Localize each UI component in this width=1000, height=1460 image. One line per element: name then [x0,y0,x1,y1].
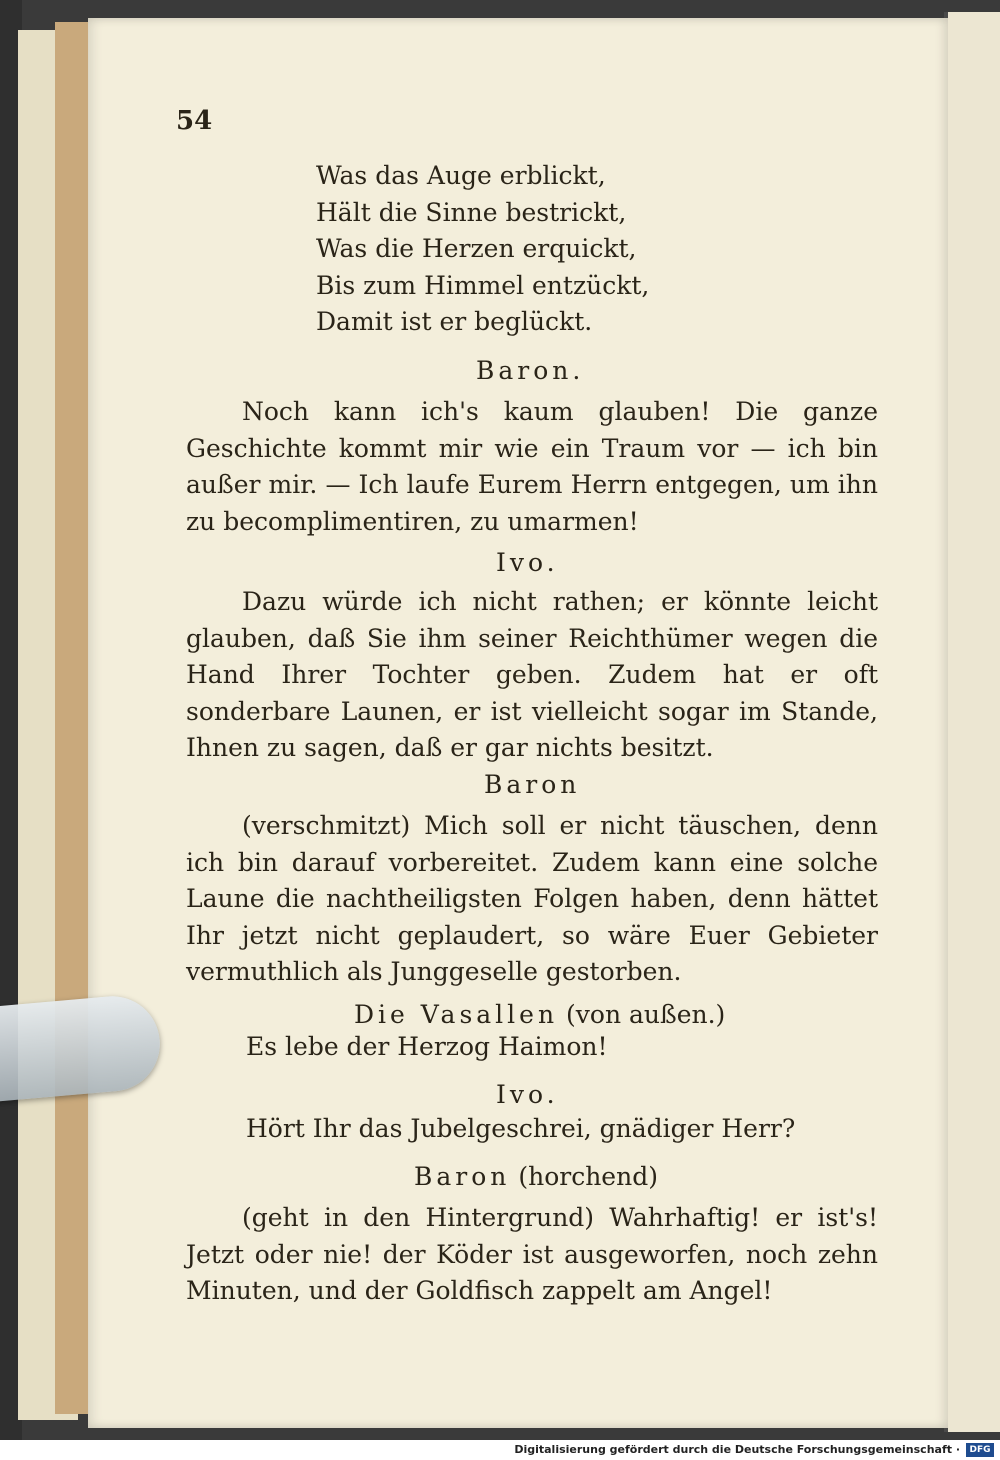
dfg-logo: DFG [966,1443,994,1457]
stage-direction: (horchend) [518,1162,658,1191]
speaker-baron: Baron [484,770,581,799]
speaker-name: Die Vasallen [354,1000,559,1029]
speaker-ivo: Ivo. [496,1080,559,1109]
speaker-ivo: Ivo. [496,548,559,577]
ivo-speech: Dazu würde ich nicht rathen; er könnte leicht glauben, daß Sie ihm seiner Reichthümer wegen die Hand Ihrer Tochter geben. Zudem hat er oft sonderbare Launen, er ist vielleicht sogar im Stande, Ihnen zu sagen, daß er gar nichts besitzt. [186,587,878,762]
speaker-name: Baron [414,1162,511,1191]
baron-speech: (geht in den Hintergrund) Wahrhaftig! er ist's! Jetzt oder nie! der Köder ist ausgeworfen, noch zehn Minuten, und der Goldfisch zappelt am Angel! [186,1203,878,1305]
baron-speech: (verschmitzt) Mich soll er nicht täuschen, denn ich bin darauf vorbereitet. Zudem kann eine solche Laune die nachtheiligsten Folgen haben, denn hättet Ihr jetzt nicht geplaudert, so wäre Euer Gebieter vermuthlich als Junggeselle gestorben. [186,811,878,986]
verse-line: Was das Auge erblickt, [316,161,606,190]
page-number: 54 [176,106,213,136]
footer-bar [0,1440,1000,1460]
verse-line: Bis zum Himmel entzückt, [316,270,650,300]
speaker-vasallen [354,1000,725,1029]
speaker-baron: Baron. [476,356,585,385]
stage-direction: (von außen.) [566,1000,726,1029]
verse-line: Was die Herzen erquickt, [316,234,637,263]
verse-line: Damit ist er beglückt. [316,307,593,336]
verse-line: Hält die Sinne bestrickt, [316,197,627,227]
ivo-speech: Hört Ihr das Jubelgeschrei, gnädiger Herr? [246,1114,796,1143]
vasallen-speech: Es lebe der Herzog Haimon! [246,1032,608,1061]
verse-block [316,158,649,341]
funding-notice: Digitalisierung gefördert durch die Deutsche Forschungsgemeinschaft · [514,1443,960,1456]
baron-speech: Noch kann ich's kaum glauben! Die ganze Geschichte kommt mir wie ein Traum vor — ich bin außer mir. — Ich laufe Eurem Herrn entgegen, um ihn zu becomplimentiren, zu umarmen! [186,397,878,536]
facing-page [948,12,1000,1432]
speaker-baron [414,1162,658,1191]
